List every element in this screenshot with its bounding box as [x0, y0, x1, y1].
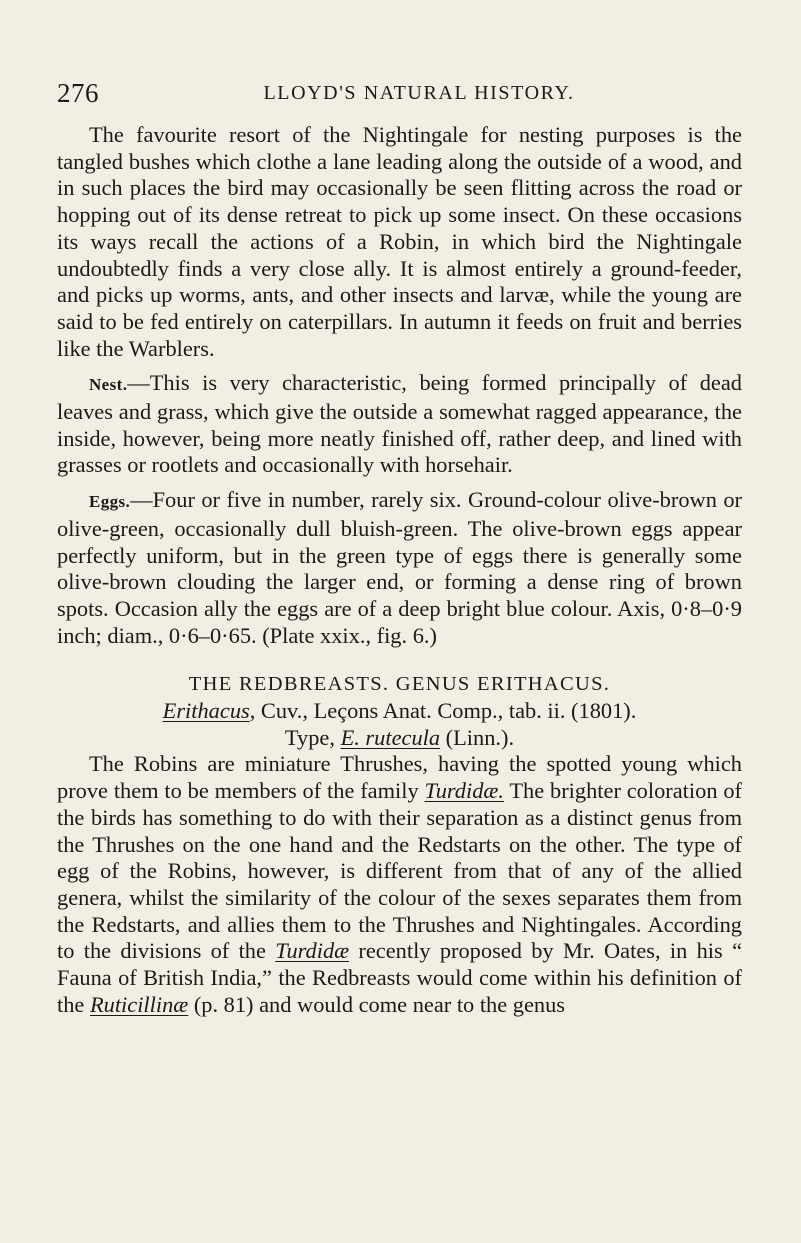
genus-citation-text: , Cuv., Leçons Anat. Comp., tab. ii. (1801). — [249, 698, 637, 724]
paragraph-eggs — [57, 487, 742, 649]
desc-family-name: Turdidæ. — [424, 778, 504, 804]
paragraph-nest — [57, 370, 742, 479]
eggs-text: —Four or five in number, rarely six. Ground-colour olive-brown or olive-green, occasionally dull bluish-green. The olive-brown eggs appear perfectly uniform, but in the green type of eggs there is generally some olive-brown clouding the larger end, or forming a dense ring of brown spots. Occasion ally the eggs are of a deep bright blue colour. Axis, 0·8–0·9 inch; diam., 0·6–0·65. (Plate xxix., fig. 6.) — [57, 487, 742, 648]
nest-text: —This is very characteristic, being formed principally of dead leaves and grass, which give the outside a somewhat ragged appearance, the inside, however, being more neatly finished off, rather deep, and lined with grasses or rootlets and occasionally with horsehair. — [57, 370, 742, 478]
desc-ruticillinae: Ruticillinæ — [89, 991, 189, 1017]
running-head: LLOYD'S NATURAL HISTORY. — [263, 82, 575, 104]
genus-citation — [57, 698, 742, 725]
genus-type-suffix: (Linn.). — [440, 724, 515, 750]
desc-turdidae: Turdidæ — [275, 938, 350, 964]
paragraph-redbreasts — [57, 751, 742, 1018]
desc-part-3: recently proposed by Mr. Oates, in his “ Fauna of British India,” the Redbreasts would come within his definition of the — [57, 938, 743, 1017]
desc-part-4: (p. 81) and would come near to the genus — [188, 991, 566, 1017]
paragraph-habits: The favourite resort of the Nightingale for nesting purposes is the tangled bushes which clothe a lane leading along the outside of a wood, and in such places the bird may occasionally be seen flitting across the road or hopping out of its dense retreat to pick up some insect. On these occasions its ways recall the actions of a Robin, in which bird the Nightingale undoubtedly finds a very close ally. It is almost entirely a ground-feeder, and picks up worms, ants, and other insects and larvæ, while the young are said to be fed entirely on caterpillars. In autumn it feeds on fruit and berries like the Warblers. — [57, 122, 742, 361]
genus-type — [57, 725, 742, 752]
body-text — [57, 122, 742, 1019]
page-header — [57, 78, 741, 108]
genus-heading: THE REDBREASTS. GENUS ERITHACUS. — [188, 673, 611, 696]
genus-citation-name: Erithacus — [162, 698, 250, 724]
genus-type-prefix: Type, — [284, 724, 341, 750]
desc-part-2: The brighter coloration of the birds has something to do with their separation as a distinct genus from the Thrushes on the one hand and the Redstarts on the other. The type of egg of the Robins, however, is different from that of any of the allied genera, whilst the similarity of the colour of the sexes separates them from the Redstarts, and allies them to the Thrushes and Nightingales. According to the divisions of the — [57, 778, 742, 964]
page-number: 276 — [57, 78, 99, 108]
desc-part-1: The Robins are miniature Thrushes, having the spotted young which prove them to be members of the family — [57, 751, 742, 804]
nest-label: Nest. — [89, 375, 128, 395]
genus-type-name: E. rutecula — [340, 724, 441, 750]
eggs-label: Eggs. — [89, 492, 131, 512]
